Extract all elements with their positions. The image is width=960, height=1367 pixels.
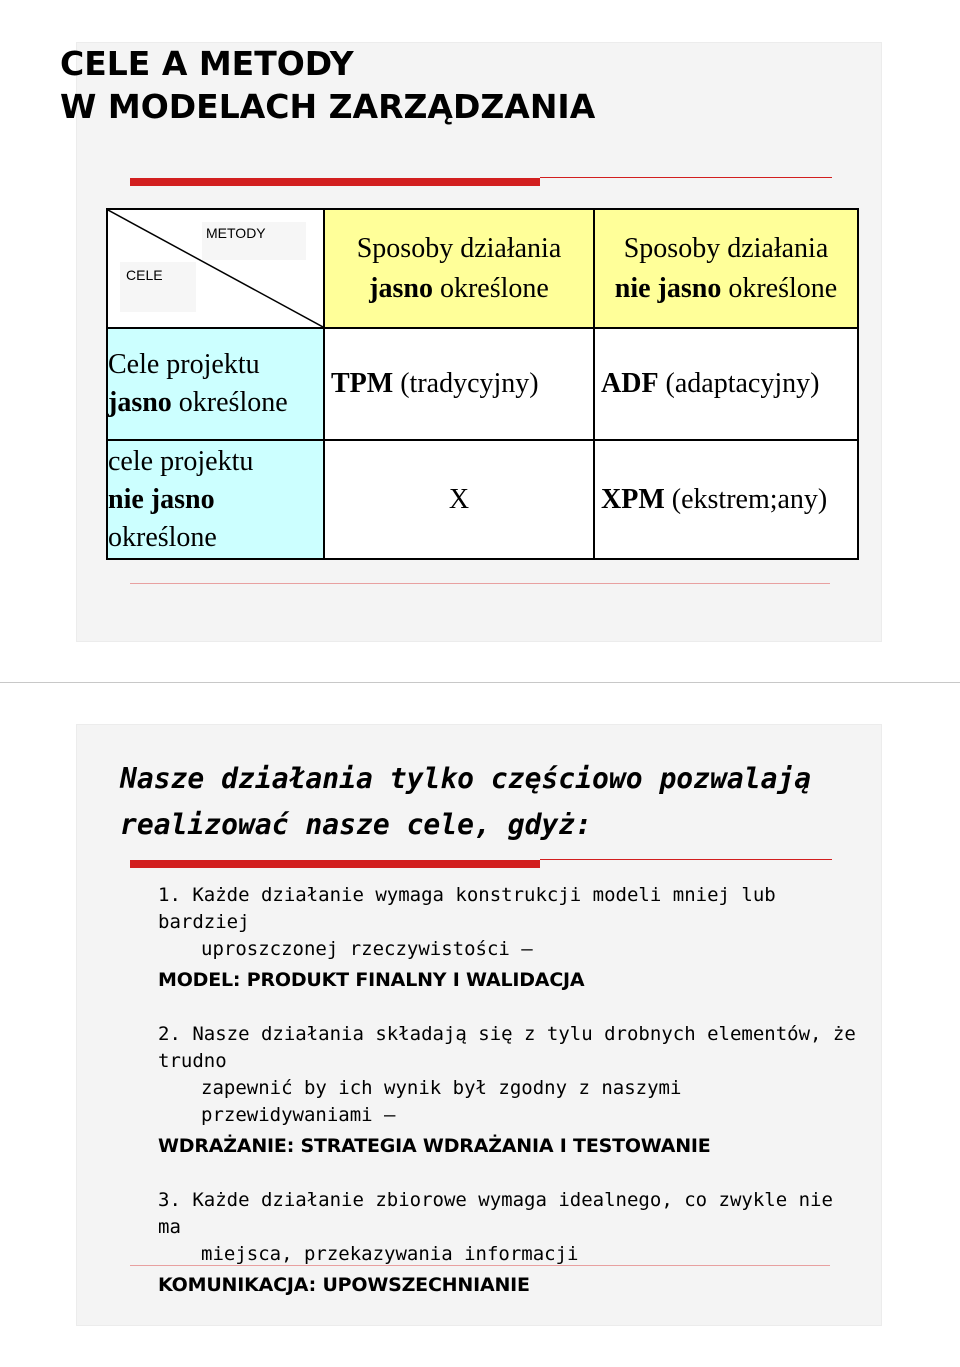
slide-2-accent-line [540,859,832,860]
reason-item-3: 3. Każde działanie zbiorowe wymaga idealnego, co zwykle nie ma miejsca, przekazywania informacji [158,1189,833,1265]
cell-adf: ADF (adaptacyjny) [594,328,858,440]
reason-3-conclusion: KOMUNIKACJA: UPOWSZECHNIANIE [158,1274,530,1296]
col-header-clear-methods: Sposoby działania jasno określone [324,209,594,328]
slide-1-title [60,42,595,128]
methods-label: METODY [202,222,306,260]
cell-x: X [324,440,594,559]
reason-1-conclusion: MODEL: PRODUKT FINALNY I WALIDACJA [158,969,585,991]
cell-xpm: XPM (ekstrem;any) [594,440,858,559]
col-header-unclear-methods: Sposoby działania nie jasno określone [594,209,858,328]
row-header-clear-goals: Cele projektu jasno określone [107,328,324,440]
corner-cell [107,209,324,328]
row-header-unclear-goals: cele projektu nie jasno określone [107,440,324,559]
slide-2-accent-bar [130,860,540,868]
title-line-2: W MODELACH ZARZĄDZANIA [60,87,596,126]
cell-tpm: TPM (tradycyjny) [324,328,594,440]
reasons-list [158,882,858,1302]
slide-2-footer-line [130,1265,830,1266]
reason-item-2: 2. Nasze działania składają się z tylu drobnych elementów, że trudno zapewnić by ich wynik był zgodny z naszymi przewidywaniami – [158,1023,856,1126]
slide-1-footer-line [130,583,830,584]
title-line-1: CELE A METODY [60,44,354,83]
methods-goals-table [106,208,859,560]
page-separator [0,682,960,683]
reason-2-conclusion: WDRAŻANIE: STRATEGIA WDRAŻANIA I TESTOWANIE [158,1135,711,1157]
goals-label: CELE [120,262,196,312]
title-accent-bar [130,178,540,186]
title-accent-line [540,177,832,178]
reason-item-1: 1. Każde działanie wymaga konstrukcji modeli mniej lub bardziej uproszczonej rzeczywistości – [158,884,776,960]
slide-2-title: Nasze działania tylko częściowo pozwalają realizować nasze cele, gdyż: [120,762,812,841]
